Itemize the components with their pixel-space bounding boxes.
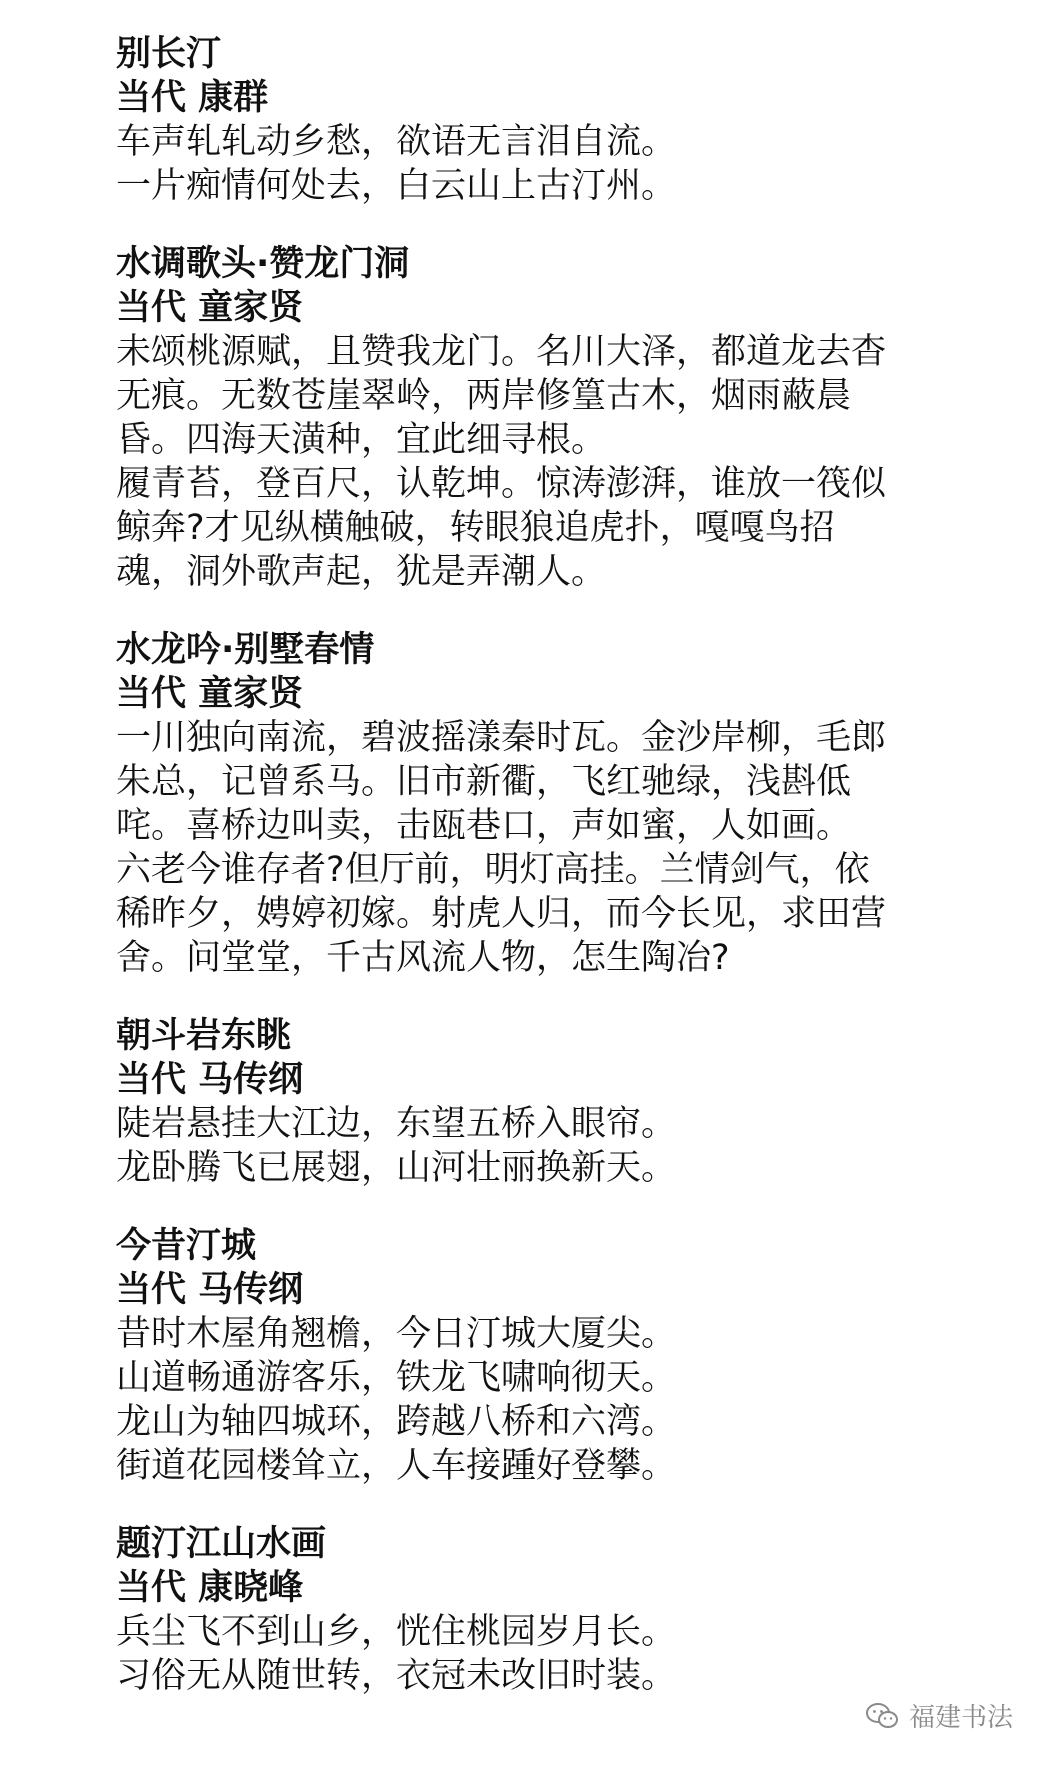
spacer bbox=[116, 980, 956, 1014]
spacer bbox=[116, 1488, 956, 1522]
poem-line: 无痕。无数苍崖翠岭，两岸修篁古木，烟雨蔽晨 bbox=[116, 376, 852, 416]
poem-line: 朱总，记曾系马。旧市新衢，飞红驰绿，浅斟低 bbox=[116, 762, 852, 802]
poem-title: 今昔汀城 bbox=[116, 1226, 257, 1266]
watermark-text: 福建书法 bbox=[908, 1703, 1013, 1733]
poem-line: 习俗无从随世转，衣冠未改旧时装。 bbox=[116, 1656, 677, 1696]
poem-author: 当代 马传纲 bbox=[116, 1060, 304, 1100]
watermark bbox=[865, 1697, 1013, 1734]
poem-line: 一片痴情何处去，白云山上古汀州。 bbox=[116, 166, 677, 206]
poem-line: 兵尘飞不到山乡，恍住桃园岁月长。 bbox=[116, 1612, 677, 1652]
poem-line: 稀昨夕，娉婷初嫁。射虎人归，而今长见，求田营 bbox=[116, 894, 887, 934]
poem-title: 朝斗岩东眺 bbox=[116, 1016, 292, 1056]
poem-3 bbox=[116, 628, 956, 980]
poem-2 bbox=[116, 242, 956, 594]
poem-4 bbox=[116, 1014, 956, 1190]
poem-line: 龙卧腾飞已展翅，山河壮丽换新天。 bbox=[116, 1148, 677, 1188]
poem-line: 昔时木屋角翘檐，今日汀城大厦尖。 bbox=[116, 1314, 677, 1354]
poem-line: 车声轧轧动乡愁，欲语无言泪自流。 bbox=[116, 122, 677, 162]
spacer bbox=[116, 594, 956, 628]
poem-line: 舍。问堂堂，千古风流人物，怎生陶冶? bbox=[116, 938, 730, 978]
poem-line: 魂，洞外歌声起，犹是弄潮人。 bbox=[116, 552, 607, 592]
poem-line: 山道畅通游客乐，铁龙飞啸响彻天。 bbox=[116, 1358, 677, 1398]
poem-author: 当代 童家贤 bbox=[116, 288, 304, 328]
poem-collection bbox=[116, 32, 956, 1698]
spacer bbox=[116, 1190, 956, 1224]
poem-author: 当代 马传纲 bbox=[116, 1270, 304, 1310]
poem-1 bbox=[116, 32, 956, 208]
poem-author: 当代 康晓峰 bbox=[116, 1568, 304, 1608]
poem-line: 龙山为轴四城环，跨越八桥和六湾。 bbox=[116, 1402, 677, 1442]
poem-line: 街道花园楼耸立，人车接踵好登攀。 bbox=[116, 1446, 677, 1486]
poem-line: 鲸奔?才见纵横触破，转眼狼追虎扑，嘎嘎鸟招 bbox=[116, 508, 835, 548]
poem-line: 陡岩悬挂大江边，东望五桥入眼帘。 bbox=[116, 1104, 677, 1144]
poem-title: 水龙吟·别墅春情 bbox=[116, 630, 375, 670]
poem-title: 题汀江山水画 bbox=[116, 1524, 327, 1564]
wechat-icon bbox=[865, 1702, 899, 1730]
poem-author: 当代 童家贤 bbox=[116, 674, 304, 714]
spacer bbox=[116, 208, 956, 242]
poem-line: 六老今谁存者?但厅前，明灯高挂。兰情剑气，依 bbox=[116, 850, 870, 890]
poem-line: 昏。四海天潢种，宜此细寻根。 bbox=[116, 420, 607, 460]
poem-title: 别长汀 bbox=[116, 34, 222, 74]
poem-author: 当代 康群 bbox=[116, 78, 269, 118]
poem-line: 未颂桃源赋，且赞我龙门。名川大泽，都道龙去杳 bbox=[116, 332, 887, 372]
poem-line: 咤。喜桥边叫卖，击瓯巷口，声如蜜，人如画。 bbox=[116, 806, 852, 846]
poem-title: 水调歌头·赞龙门洞 bbox=[116, 244, 410, 284]
poem-6 bbox=[116, 1522, 956, 1698]
poem-line: 一川独向南流，碧波摇漾秦时瓦。金沙岸柳，毛郎 bbox=[116, 718, 887, 758]
poem-5 bbox=[116, 1224, 956, 1488]
poem-line: 履青苔，登百尺，认乾坤。惊涛澎湃，谁放一筏似 bbox=[116, 464, 887, 504]
